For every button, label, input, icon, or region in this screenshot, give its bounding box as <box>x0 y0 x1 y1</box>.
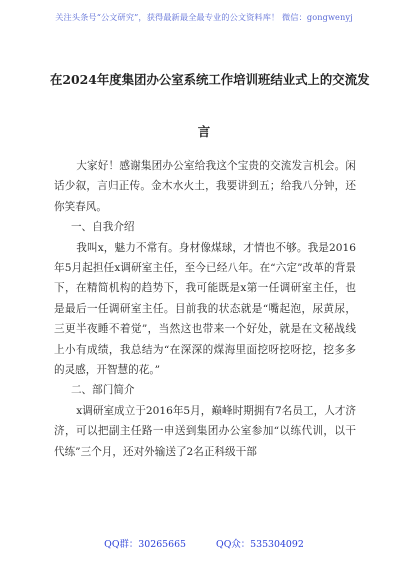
document-title-line-1: 在2024年度集团办公室系统工作培训班结业式上的交流发 <box>50 72 370 87</box>
document-title-line-2: 言 <box>197 124 211 139</box>
header-banner: 关注头条号“公文研究”，获得最新最全最专业的公文资料库！ 微信：gongwenyj <box>55 12 353 22</box>
paragraph-self-intro: 我叫x，魅力不常有。身材像煤球，才情也不够。我是2016年5月起担任x调研室主任，至今已经八年。在“六定”改革的背景下，在精简机构的趋势下，我可能既是x第一任调研室主任，也是最后一任调研室主任。目前我的状态就是“嘴起泡，尿黄尿，三更半夜睡不着觉”，当然这也带来一个好处，就是在文秘战线上小有成绩，我总结为“在深深的煤海里面挖呀挖呀挖，挖多多的灵感，开智慧的花。” <box>54 241 356 377</box>
footer-qq-number: 535304092 <box>250 539 304 550</box>
paragraph-department: x调研室成立于2016年5月，巅峰时期拥有7名员工，人才济济，可以把副主任路一申送到集团办公室参加“以练代训，以干代练”三个月，还对外输送了2名正科级干部 <box>54 404 356 458</box>
footer-qq-group-number: 30265665 <box>138 539 187 550</box>
section-heading-self-intro: 一、自我介绍 <box>70 221 135 234</box>
footer-contact <box>0 536 408 550</box>
footer-qq-label: QQ众： <box>216 539 251 550</box>
footer-qq-group-label: QQ群： <box>104 539 139 550</box>
section-heading-department: 二、部门简介 <box>70 384 135 397</box>
paragraph-greeting: 大家好！感谢集团办公室给我这个宝贵的交流发言机会。闲话少叙，言归正传。金木水火土，我要讲到五；给我八分钟，还你笑春风。 <box>54 160 356 213</box>
document-body <box>54 156 356 462</box>
